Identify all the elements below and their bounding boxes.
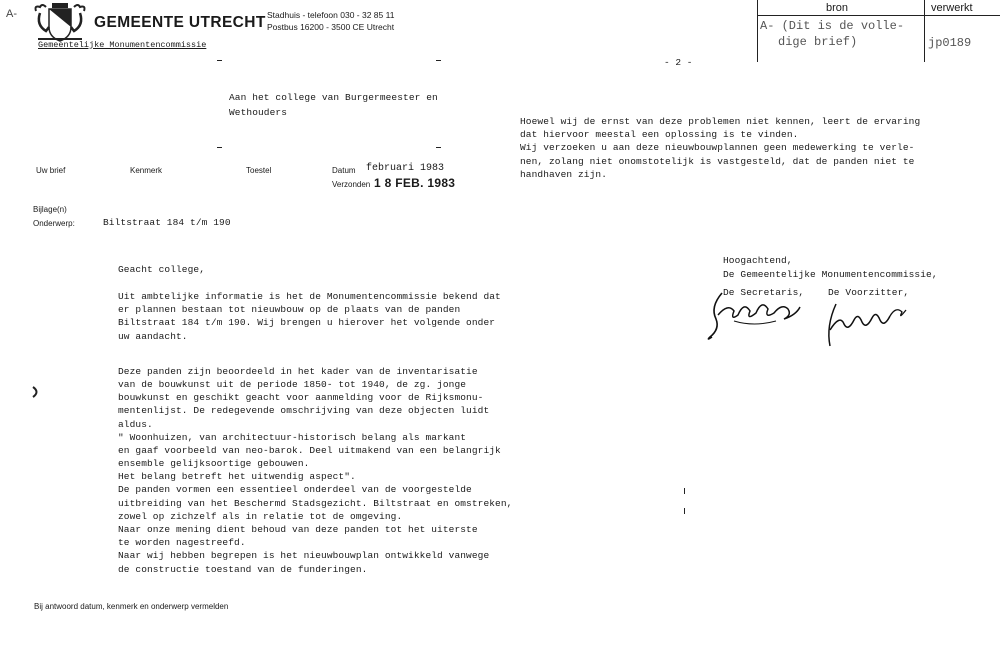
toestel-label: Toestel bbox=[246, 166, 272, 175]
kenmerk-label: Kenmerk bbox=[130, 166, 163, 175]
page2-body bbox=[520, 115, 920, 181]
body-line: en gaaf voorbeeld van neo-barok. Deel uitmakend van een belangrijk bbox=[118, 444, 501, 456]
body-line: aldus. bbox=[118, 418, 153, 430]
closing: Hoogachtend, bbox=[723, 255, 793, 266]
body-line: nen, zolang niet onomstotelijk is vastgesteld, dat de panden niet te bbox=[520, 155, 915, 167]
recipient-line-1: Aan het college van Burgermeester en bbox=[229, 92, 438, 103]
address-line-1: Stadhuis - telefoon 030 - 32 85 11 bbox=[267, 10, 395, 20]
archive-col-bron: bron bbox=[826, 2, 849, 14]
archive-note-2: dige brief) bbox=[778, 35, 858, 49]
onderwerp-label: Onderwerp: bbox=[33, 219, 75, 228]
department-name: Gemeentelijke Monumentencommissie bbox=[38, 40, 207, 50]
body-line: Uit ambtelijke informatie is het de Monumentencommissie bekend dat bbox=[118, 291, 501, 302]
body-line: Naar wij hebben begrepen is het nieuwbouwplan ontwikkeld vanwege bbox=[118, 550, 490, 562]
archive-box-border bbox=[757, 0, 758, 62]
body-line: mentenlijst. De redegevende omschrijving van deze objecten luidt bbox=[118, 405, 490, 417]
body-line: Deze panden zijn beoordeeld in het kader van de inventarisatie bbox=[118, 365, 478, 377]
body-line: Wij verzoeken u aan deze nieuwbouwplannen geen medewerking te verle- bbox=[520, 142, 915, 154]
address-line-2: Postbus 16200 - 3500 CE Utrecht bbox=[267, 22, 395, 32]
fold-mark bbox=[684, 488, 685, 494]
body-line: er plannen bestaan tot nieuwbouw op de plaats van de panden bbox=[118, 304, 461, 316]
stamp-a: A- bbox=[6, 8, 17, 20]
archive-reference: jp0189 bbox=[928, 36, 972, 50]
body-line: uitbreiding van het Beschermd Stadsgezicht. Biltstraat en omstreken, bbox=[118, 497, 513, 509]
archive-col-verwerkt: verwerkt bbox=[931, 2, 973, 14]
body-line: Het belang betreft het uitwendig aspect". bbox=[118, 471, 356, 483]
body-line: ensemble gelijksoortige gebouwen. bbox=[118, 458, 310, 470]
body-line: bouwkunst en geschikt geacht voor aanmelding voor de Rijksmonu- bbox=[118, 392, 484, 404]
body-line: Hoewel wij de ernst van deze problemen niet kennen, leert de ervaring bbox=[520, 116, 921, 127]
fold-mark bbox=[217, 60, 222, 61]
datum-value: februari 1983 bbox=[366, 163, 445, 174]
secretary-signature-icon bbox=[704, 285, 804, 345]
fold-mark bbox=[436, 60, 441, 61]
body-line: " Woonhuizen, van architectuur-historisch belang als markant bbox=[118, 431, 467, 443]
body-line: Naar onze mening dient behoud van deze panden tot het uiterste bbox=[118, 524, 478, 535]
body-line: handhaven zijn. bbox=[520, 168, 608, 180]
body-line bbox=[118, 343, 512, 365]
letter-body bbox=[118, 290, 512, 576]
bijlagen-label: Bijlage(n) bbox=[33, 205, 67, 214]
coat-of-arms-icon bbox=[32, 3, 88, 43]
punch-hole-icon bbox=[31, 385, 41, 397]
verzonden-stamp: 1 8 FEB. 1983 bbox=[374, 176, 456, 190]
footer-note: Bij antwoord datum, kenmerk en onderwerp vermelden bbox=[34, 602, 229, 611]
onderwerp-value: Biltstraat 184 t/m 190 bbox=[103, 217, 231, 228]
archive-box-border bbox=[757, 15, 1000, 16]
committee-name: De Gemeentelijke Monumentencommissie, bbox=[723, 269, 938, 280]
chairman-signature-icon bbox=[822, 298, 912, 353]
body-line: te worden nagestreefd. bbox=[118, 537, 246, 549]
municipality-name: GEMEENTE UTRECHT bbox=[94, 14, 266, 31]
uw-brief-label: Uw brief bbox=[36, 166, 66, 175]
salutation: Geacht college, bbox=[118, 264, 206, 275]
fold-mark bbox=[436, 147, 441, 148]
body-line: uw aandacht. bbox=[118, 330, 188, 342]
body-line: van de bouwkunst uit de periode 1850- tot 1940, de zg. jonge bbox=[118, 378, 467, 390]
recipient-line-2: Wethouders bbox=[229, 107, 288, 118]
chairman-label: De Voorzitter, bbox=[828, 287, 910, 298]
datum-label: Datum bbox=[332, 166, 356, 175]
body-line: de constructie toestand van de funderingen. bbox=[118, 563, 368, 575]
body-line: Biltstraat 184 t/m 190. Wij brengen u hierover het volgende onder bbox=[118, 317, 496, 329]
body-line: dat hiervoor meestal een oplossing is te vinden. bbox=[520, 129, 799, 141]
body-line: zowel op zichzelf als in relatie tot de omgeving. bbox=[118, 510, 403, 522]
fold-mark bbox=[684, 508, 685, 514]
archive-box-border bbox=[924, 0, 925, 62]
fold-mark bbox=[217, 147, 222, 148]
verzonden-label: Verzonden bbox=[332, 180, 371, 189]
body-line: De panden vormen een essentieel onderdeel van de voorgestelde bbox=[118, 484, 472, 496]
page-number: - 2 - bbox=[664, 57, 693, 68]
secretary-label: De Secretaris, bbox=[723, 287, 805, 298]
archive-note-1: A- (Dit is de volle- bbox=[760, 19, 905, 33]
